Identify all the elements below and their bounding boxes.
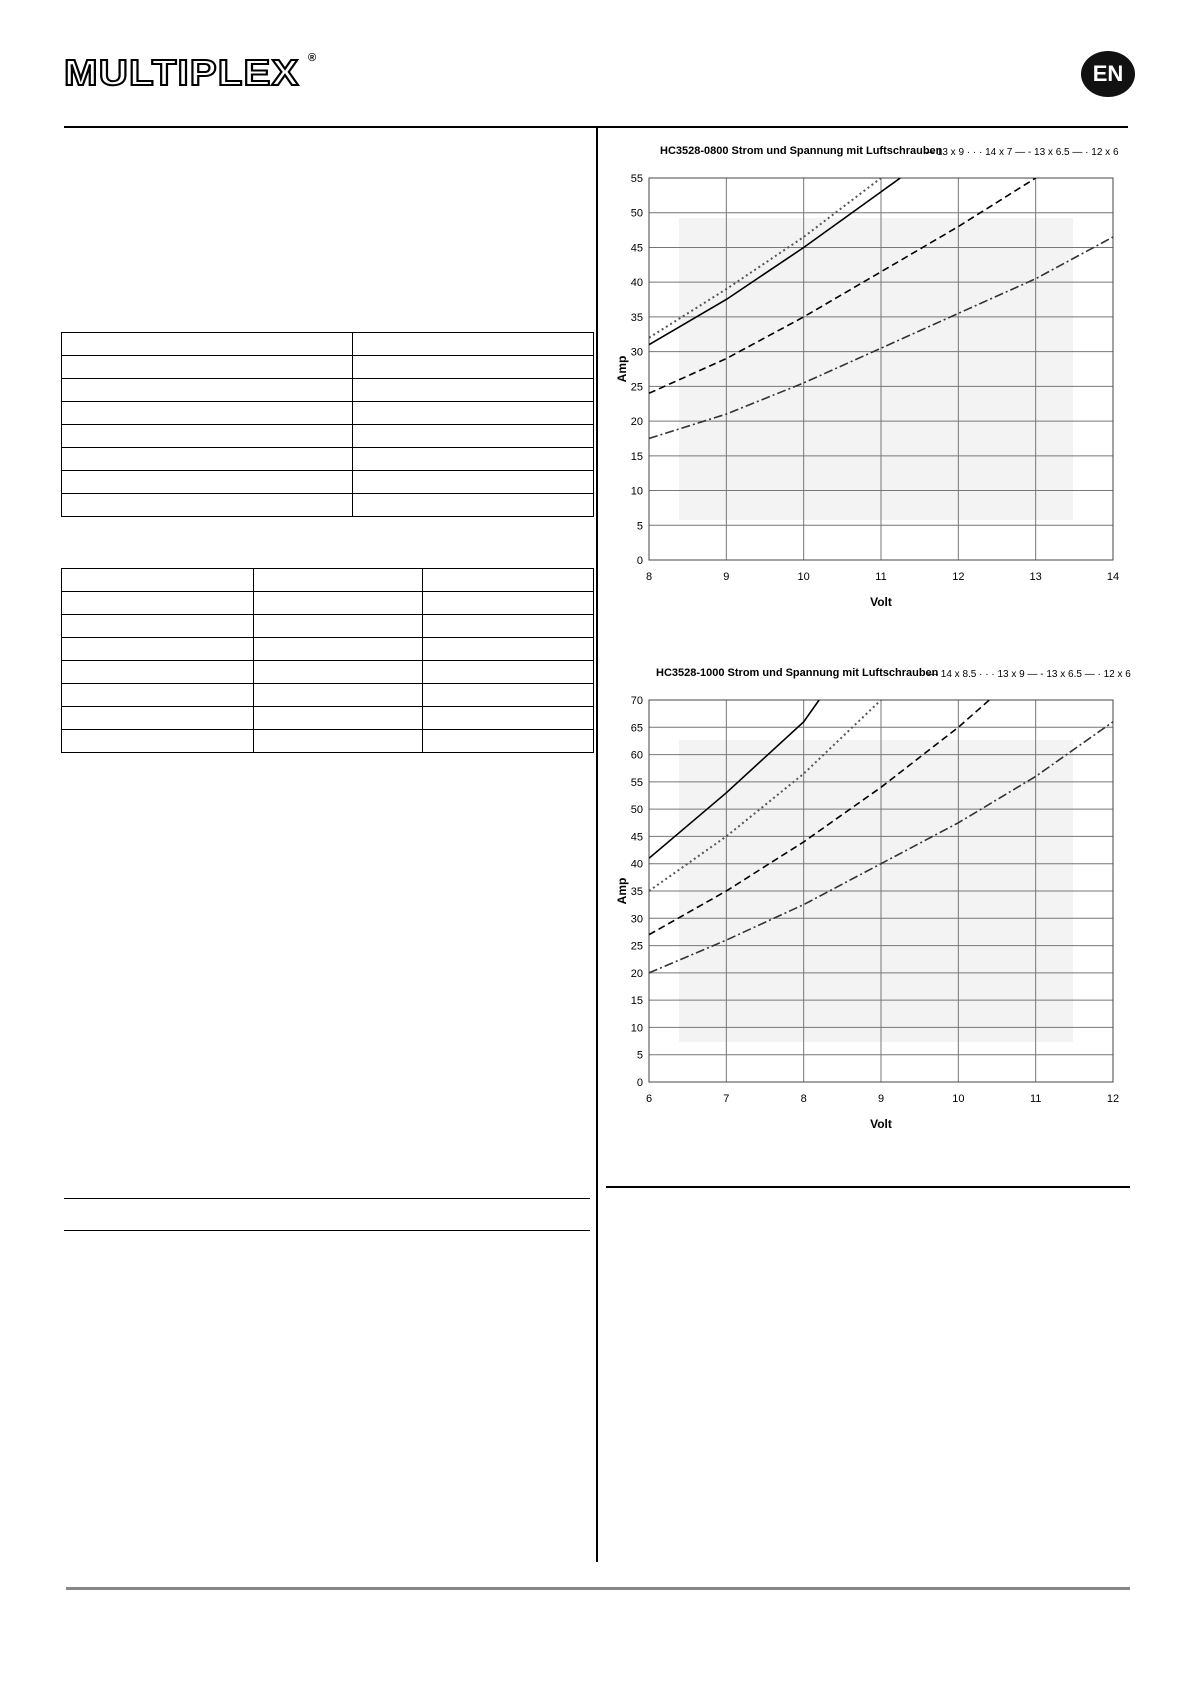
table-cell <box>253 615 423 638</box>
table-cell <box>253 569 423 592</box>
x-tick-label: 6 <box>645 1093 653 1105</box>
x-tick-label: 11 <box>1029 1093 1042 1105</box>
table-row <box>62 402 594 425</box>
y-tick-label: 45 <box>630 831 643 844</box>
x-tick-label: 8 <box>645 571 653 583</box>
y-tick-label: 0 <box>636 555 643 567</box>
table-row <box>62 569 594 592</box>
y-tick-label: 10 <box>630 485 643 498</box>
column-divider <box>596 128 598 1562</box>
multiplex-logo <box>64 54 326 92</box>
table-cell <box>423 661 594 684</box>
table-cell <box>62 730 254 753</box>
y-tick-label: 30 <box>630 346 643 359</box>
table-cell <box>353 379 594 402</box>
table-cell <box>62 379 353 402</box>
x-tick-label: 10 <box>797 571 810 583</box>
table-cell <box>62 494 353 517</box>
y-tick-label: 50 <box>630 207 643 220</box>
table-cell <box>253 684 423 707</box>
table-row <box>62 707 594 730</box>
chart-2-title: HC3528-1000 Strom und Spannung mit Luftschrauben <box>656 667 939 679</box>
table-cell <box>253 707 423 730</box>
table-cell <box>423 684 594 707</box>
y-tick-label: 10 <box>630 1022 643 1035</box>
table-cell <box>353 494 594 517</box>
table-cell <box>62 638 254 661</box>
table-row <box>62 425 594 448</box>
x-tick-label: 12 <box>1106 1093 1120 1105</box>
table-cell <box>62 661 254 684</box>
x-axis-label: Volt <box>870 595 892 609</box>
x-tick-label: 7 <box>723 1093 730 1105</box>
watermark-band <box>679 218 1073 520</box>
table-row <box>62 684 594 707</box>
y-tick-label: 45 <box>630 242 643 255</box>
spec-table-2 <box>61 568 594 753</box>
chart-2-legend: — 14 x 8.5 · · · 13 x 9 — - 13 x 6.5 — · 12 x 6 <box>928 669 1131 680</box>
table-cell <box>423 592 594 615</box>
table-row <box>62 471 594 494</box>
x-tick-label: 11 <box>875 571 887 583</box>
table-cell <box>62 592 254 615</box>
chart-hc3528-1000 <box>600 682 1140 1162</box>
table-cell <box>423 638 594 661</box>
table-cell <box>353 471 594 494</box>
table-cell <box>423 707 594 730</box>
table-row <box>62 638 594 661</box>
table-cell <box>423 730 594 753</box>
x-tick-label: 9 <box>877 1093 885 1105</box>
table-row <box>62 730 594 753</box>
y-tick-label: 60 <box>630 749 643 762</box>
table-row <box>62 615 594 638</box>
table-cell <box>62 684 254 707</box>
y-tick-label: 55 <box>630 173 643 185</box>
table-cell <box>353 402 594 425</box>
table-row <box>62 661 594 684</box>
y-tick-label: 35 <box>630 886 643 898</box>
right-rule <box>606 1186 1130 1188</box>
language-badge: EN <box>1081 51 1135 97</box>
table-cell <box>253 638 423 661</box>
table-row <box>62 592 594 615</box>
y-tick-label: 40 <box>630 858 643 871</box>
table-cell <box>62 402 353 425</box>
x-tick-label: 13 <box>1029 571 1042 583</box>
y-axis-label: Amp <box>615 355 629 383</box>
table-row <box>62 494 594 517</box>
table-cell <box>253 592 423 615</box>
table-cell <box>62 448 353 471</box>
table-cell <box>62 333 353 356</box>
y-tick-label: 0 <box>636 1077 643 1089</box>
table-cell <box>353 425 594 448</box>
chart-1-title: HC3528-0800 Strom und Spannung mit Luftschrauben <box>660 145 943 157</box>
table-cell <box>253 661 423 684</box>
y-tick-label: 20 <box>630 416 643 429</box>
y-tick-label: 40 <box>630 277 643 290</box>
x-tick-label: 14 <box>1106 571 1120 583</box>
table-cell <box>423 569 594 592</box>
table-row <box>62 379 594 402</box>
y-tick-label: 25 <box>630 940 643 953</box>
table-cell <box>62 471 353 494</box>
y-tick-label: 5 <box>636 520 643 533</box>
chart-1-legend: — 13 x 9 · · · 14 x 7 — - 13 x 6.5 — · 12 x 6 <box>924 147 1119 158</box>
y-tick-label: 30 <box>630 913 643 926</box>
brand-name: MULTIPLEX <box>64 52 300 93</box>
y-tick-label: 35 <box>630 311 643 324</box>
left-rule-1 <box>64 1198 590 1199</box>
table-cell <box>62 707 254 730</box>
y-tick-label: 55 <box>630 776 643 789</box>
x-tick-label: 12 <box>952 571 965 583</box>
table-cell <box>353 356 594 379</box>
footer-rule <box>66 1587 1130 1590</box>
y-tick-label: 15 <box>630 450 643 463</box>
y-tick-label: 5 <box>636 1049 643 1062</box>
y-axis-label: Amp <box>615 877 629 905</box>
y-tick-label: 25 <box>630 381 643 394</box>
x-axis-label: Volt <box>870 1117 892 1131</box>
table-cell <box>62 615 254 638</box>
table-row <box>62 448 594 471</box>
y-tick-label: 70 <box>630 695 643 707</box>
table-cell <box>353 333 594 356</box>
table-cell <box>62 356 353 379</box>
spec-table-1 <box>61 332 594 517</box>
table-cell <box>423 615 594 638</box>
registered-mark: ® <box>308 52 317 64</box>
x-tick-label: 8 <box>800 1093 807 1105</box>
table-row <box>62 333 594 356</box>
left-rule-2 <box>64 1230 590 1231</box>
x-tick-label: 10 <box>952 1093 965 1105</box>
y-tick-label: 15 <box>630 995 643 1008</box>
table-cell <box>62 569 254 592</box>
table-cell <box>253 730 423 753</box>
y-tick-label: 65 <box>630 722 643 735</box>
table-row <box>62 356 594 379</box>
y-tick-label: 50 <box>630 804 643 817</box>
table-cell <box>353 448 594 471</box>
chart-hc3528-0800 <box>600 160 1140 640</box>
y-tick-label: 20 <box>630 967 643 980</box>
table-cell <box>62 425 353 448</box>
x-tick-label: 9 <box>723 571 730 583</box>
